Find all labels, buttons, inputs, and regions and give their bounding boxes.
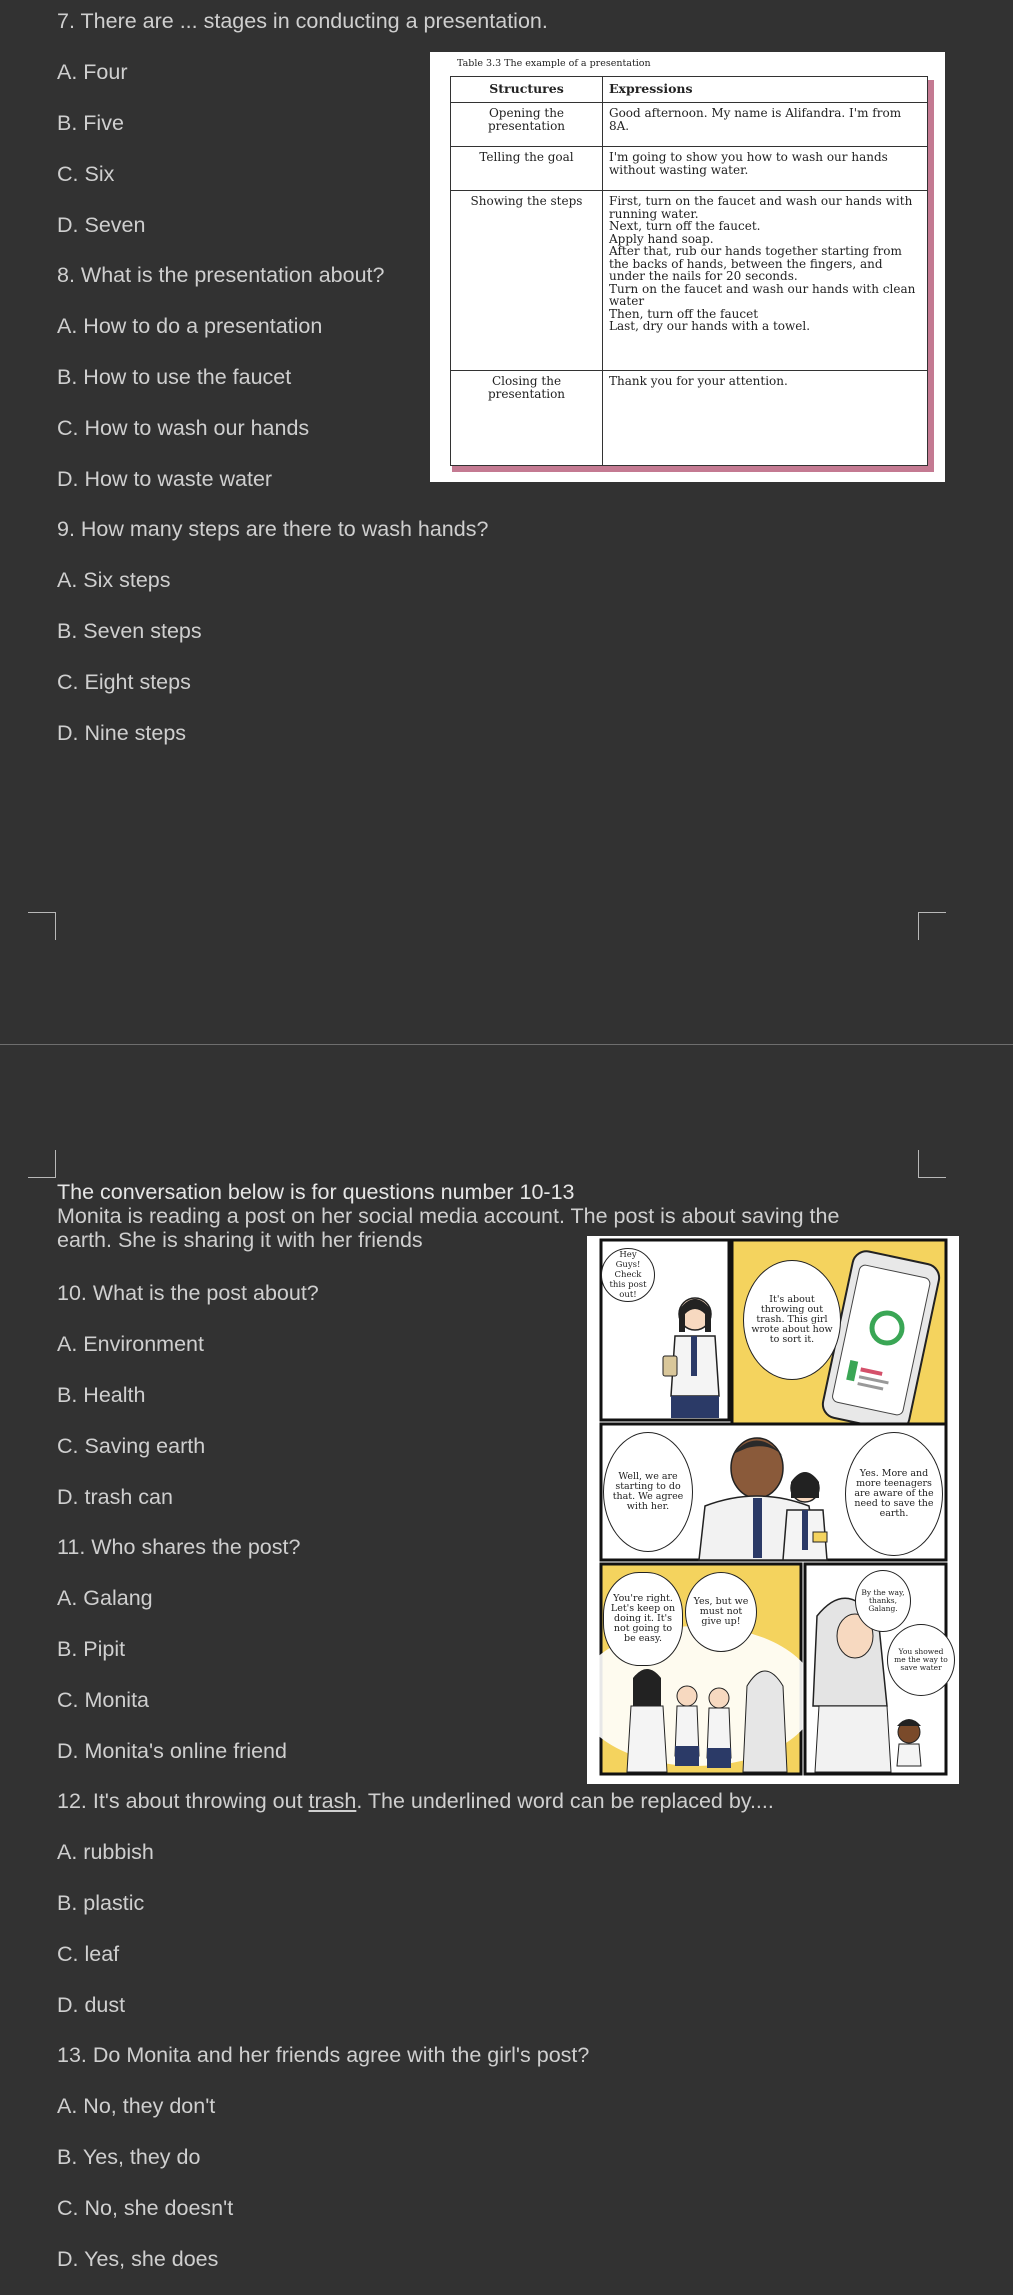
step-line: Apply hand soap.	[609, 231, 714, 246]
q12-option-a[interactable]: A. rubbish	[57, 1840, 154, 1864]
q8-option-c[interactable]: C. How to wash our hands	[57, 416, 310, 440]
question-13: 13. Do Monita and her friends agree with the girl's post?	[57, 2043, 590, 2067]
presentation-table-image	[430, 52, 945, 482]
q11-option-d[interactable]: D. Monita's online friend	[57, 1739, 287, 1763]
step-line: Next, turn off the faucet.	[609, 219, 761, 233]
page-divider	[0, 1044, 1013, 1045]
table-caption: Table 3.3 The example of a presentation	[457, 58, 651, 69]
q8-option-b[interactable]: B. How to use the faucet	[57, 365, 292, 389]
q9-option-d[interactable]: D. Nine steps	[57, 721, 187, 745]
corner-mark	[28, 1150, 56, 1178]
step-line: Then, turn off the faucet	[609, 306, 759, 321]
q12-text-before: 12. It's about throwing out	[57, 1789, 309, 1813]
corner-mark	[918, 912, 946, 940]
header-structures: Structures	[451, 77, 603, 103]
structure-closing: Closing the presentation	[451, 371, 603, 466]
q10-option-c[interactable]: C. Saving earth	[57, 1434, 206, 1458]
expression-closing: Thank you for your attention.	[603, 371, 928, 466]
q7-option-d[interactable]: D. Seven	[57, 213, 146, 237]
q7-option-a[interactable]: A. Four	[57, 60, 128, 84]
question-7: 7. There are ... stages in conducting a presentation.	[57, 9, 548, 33]
q10-option-d[interactable]: D. trash can	[57, 1485, 173, 1509]
expression-opening: Good afternoon. My name is Alifandra. I'm from 8A.	[603, 103, 928, 147]
presentation-table	[450, 76, 928, 466]
corner-mark	[918, 1150, 946, 1178]
comic-image	[587, 1236, 959, 1784]
step-line: Turn on the faucet and wash our hands with clean water	[609, 281, 916, 308]
step-line: First, turn on the faucet and wash our hands with running water.	[609, 194, 913, 221]
q7-option-b[interactable]: B. Five	[57, 111, 124, 135]
corner-mark	[28, 912, 56, 940]
speech-bubble: Yes. More and more teenagers are aware of the need to save the earth.	[845, 1432, 943, 1556]
q12-option-d[interactable]: D. dust	[57, 1993, 126, 2017]
expression-goal: I'm going to show you how to wash our hands without wasting water.	[603, 147, 928, 191]
q7-option-c[interactable]: C. Six	[57, 162, 115, 186]
q8-option-a[interactable]: A. How to do a presentation	[57, 314, 323, 338]
question-11: 11. Who shares the post?	[57, 1535, 301, 1559]
q11-option-c[interactable]: C. Monita	[57, 1688, 150, 1712]
speech-bubble: You're right. Let's keep on doing it. It's not going to be easy.	[603, 1572, 683, 1666]
structure-steps: Showing the steps	[451, 191, 603, 371]
speech-bubble: By the way, thanks, Galang.	[855, 1570, 911, 1632]
q9-option-c[interactable]: C. Eight steps	[57, 670, 191, 694]
q11-option-a[interactable]: A. Galang	[57, 1586, 153, 1610]
section-intro: Monita is reading a post on her social media account. The post is about saving the earth. She is sharing it with her friends	[57, 1204, 840, 1252]
q12-option-c[interactable]: C. leaf	[57, 1942, 120, 1966]
structure-opening: Opening the presentation	[451, 103, 603, 147]
q10-option-b[interactable]: B. Health	[57, 1383, 146, 1407]
q13-option-a[interactable]: A. No, they don't	[57, 2094, 216, 2118]
header-expressions: Expressions	[603, 77, 928, 103]
q13-option-b[interactable]: B. Yes, they do	[57, 2145, 201, 2169]
q9-option-b[interactable]: B. Seven steps	[57, 619, 202, 643]
expression-steps	[603, 191, 928, 371]
question-8: 8. What is the presentation about?	[57, 263, 385, 287]
q12-option-b[interactable]: B. plastic	[57, 1891, 145, 1915]
question-10: 10. What is the post about?	[57, 1281, 319, 1305]
speech-bubble: It's about throwing out trash. This girl wrote about how to sort it.	[743, 1260, 841, 1380]
speech-bubble: Hey Guys! Check this post out!	[601, 1248, 655, 1302]
speech-bubble: Well, we are starting to do that. We agree with her.	[603, 1432, 693, 1552]
q13-option-d[interactable]: D. Yes, she does	[57, 2247, 219, 2271]
q12-text-after: . The underlined word can be replaced by....	[356, 1789, 774, 1813]
step-line: After that, rub our hands together starting from the backs of hands, between the fingers, and under the nails for 20 seconds.	[609, 244, 902, 283]
question-9: 9. How many steps are there to wash hands?	[57, 517, 489, 541]
q10-option-a[interactable]: A. Environment	[57, 1332, 204, 1356]
q13-option-c[interactable]: C. No, she doesn't	[57, 2196, 234, 2220]
question-12	[57, 1788, 774, 1814]
q12-underlined-word: trash	[308, 1789, 357, 1813]
section-title: The conversation below is for questions number 10-13	[57, 1180, 575, 1204]
step-line: Last, dry our hands with a towel.	[609, 319, 811, 333]
q9-option-a[interactable]: A. Six steps	[57, 568, 171, 592]
q8-option-d[interactable]: D. How to waste water	[57, 467, 273, 491]
structure-goal: Telling the goal	[451, 147, 603, 191]
speech-bubble: Yes, but we must not give up!	[685, 1572, 757, 1652]
speech-bubble: You showed me the way to save water	[887, 1624, 955, 1696]
q11-option-b[interactable]: B. Pipit	[57, 1637, 126, 1661]
